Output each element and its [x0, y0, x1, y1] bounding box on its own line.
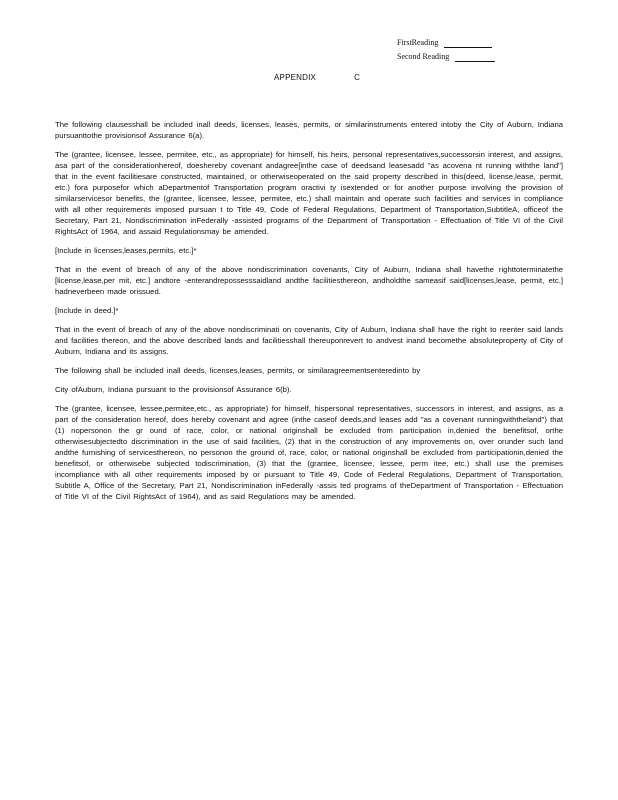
paragraph-following-clauses: The following shall be included inall deeds, licenses,leases, permits, or similaragreementsenteredinto by — [55, 366, 421, 375]
appendix-word: APPENDIX — [274, 73, 317, 82]
second-reading-line — [397, 52, 495, 62]
first-reading-line — [397, 38, 492, 48]
paragraph-breach-reenter: That in the event of breach of any of the above nondiscriminati on covenants, City of Auburn, Indiana shall have the right to reenter said lands and facilities thereon, and the above described lands and facilitiesshall thereuponrevert to andvest inand becomethe absoluteproperty of City of Auburn, Indiana and its assigns. — [55, 325, 563, 356]
paragraph-breach-terminate: That in the event of breach of any of the above nondiscrimination covenants, City of Auburn, Indiana shall havethe righttoterminatethe [license,lease,per mit, etc.] andtore -enterandrepossesssaidland andthe facilitiesthereon, andholdthe sameasif said[licenses,lease, permit, etc.] hadneverbeen made orissued. — [55, 265, 563, 296]
paragraph-assurance-6b: City ofAuburn, Indiana pursuant to the provisionsof Assurance 6(b). — [55, 385, 292, 394]
appendix-letter: C — [354, 73, 361, 82]
paragraph-include-deed: [Include in deed.]* — [55, 306, 119, 315]
first-reading-label: FirstReading — [397, 38, 439, 47]
second-reading-blank — [455, 53, 495, 62]
paragraph-covenant-main: The (grantee, licensee, lessee, permitee, etc., as appropriate) for himself, his heirs, personal representatives,successorsin interest, and assigns, asa part of the considerationhereof, doeshereby covenant andagree[inthe case of deedsand leasesadd "as acovena nt running withthe land"] that in the event facilitiesare constructed, maintained, or otherwiseoperated on the said property described in this(deed, license,lease, permit, etc.) fora purposefor which aDepartmentof Transportation program oractivi ty isextended or for another purpose involving the provision of similarservicesor benefits, the (grantee, licensee, lessee, permitee, etc.) shall maintain and operate such facilities and services in compliance with all other requirements imposed pursuan t to Title 49, Code of Federal Regulations, Department of Transportation,SubtitleA, officeof the Secretary, Part 21, Nondiscrimination inFederally -assisted programs of the Department of Transportation - Effectuation of Title VI of the Civil RightsAct of 1964, and assaid Regulationsmay be amended. — [55, 150, 563, 236]
second-reading-label: Second Reading — [397, 52, 450, 61]
paragraph-clauses-intro: The following clausesshall be included inall deeds, licenses, leases, permits, or similarinstruments entered intoby the City of Auburn, Indiana pursuanttothe provisionsof Assurance 6(a). — [55, 120, 563, 140]
paragraph-include-licenses: [Include in licenses,leases,permits, etc.]* — [55, 246, 197, 255]
document-body — [55, 119, 563, 508]
first-reading-blank — [444, 39, 492, 48]
paragraph-covenant-6b: The (grantee, licensee, lessee,permitee,etc., as appropriate) for himself, hispersonal representatives, successors in interest, and assigns, as a part of the consideration hereof, does hereby covenant and agree (inthe caseof deeds,and leases add "as a covenant runningwiththeland") that (1) nopersonon the gr ound of race, color, or national originshall be excluded from participation in,denied the benefitsof, orthe otherwisesubjectedto discrimination in the use of said facilities, (2) that in the construction of any improvements on, over orunder such land andthe furnishing of servicesthereon, no personon the ground of, race, color, or national originshall be excluded from participationin,denied the benefitsof, or otherwisebe subjected todiscrimination, (3) that the (grantee, licensee, lessee, perm itee, etc.) shall use the premises incompliance with all other requirements imposed by or pursuant to Title 49, Code of Federal Regulations, Department of Transportation, Subtitle A, Office of the Secretary, Part 21, Nondiscrimination inFederally -assis ted programs of theDepartment of Transportation - Effectuation of Title VI of the Civil RightsAct of 1964), and as said Regulations may be amended. — [55, 404, 563, 501]
appendix-title — [274, 72, 360, 83]
